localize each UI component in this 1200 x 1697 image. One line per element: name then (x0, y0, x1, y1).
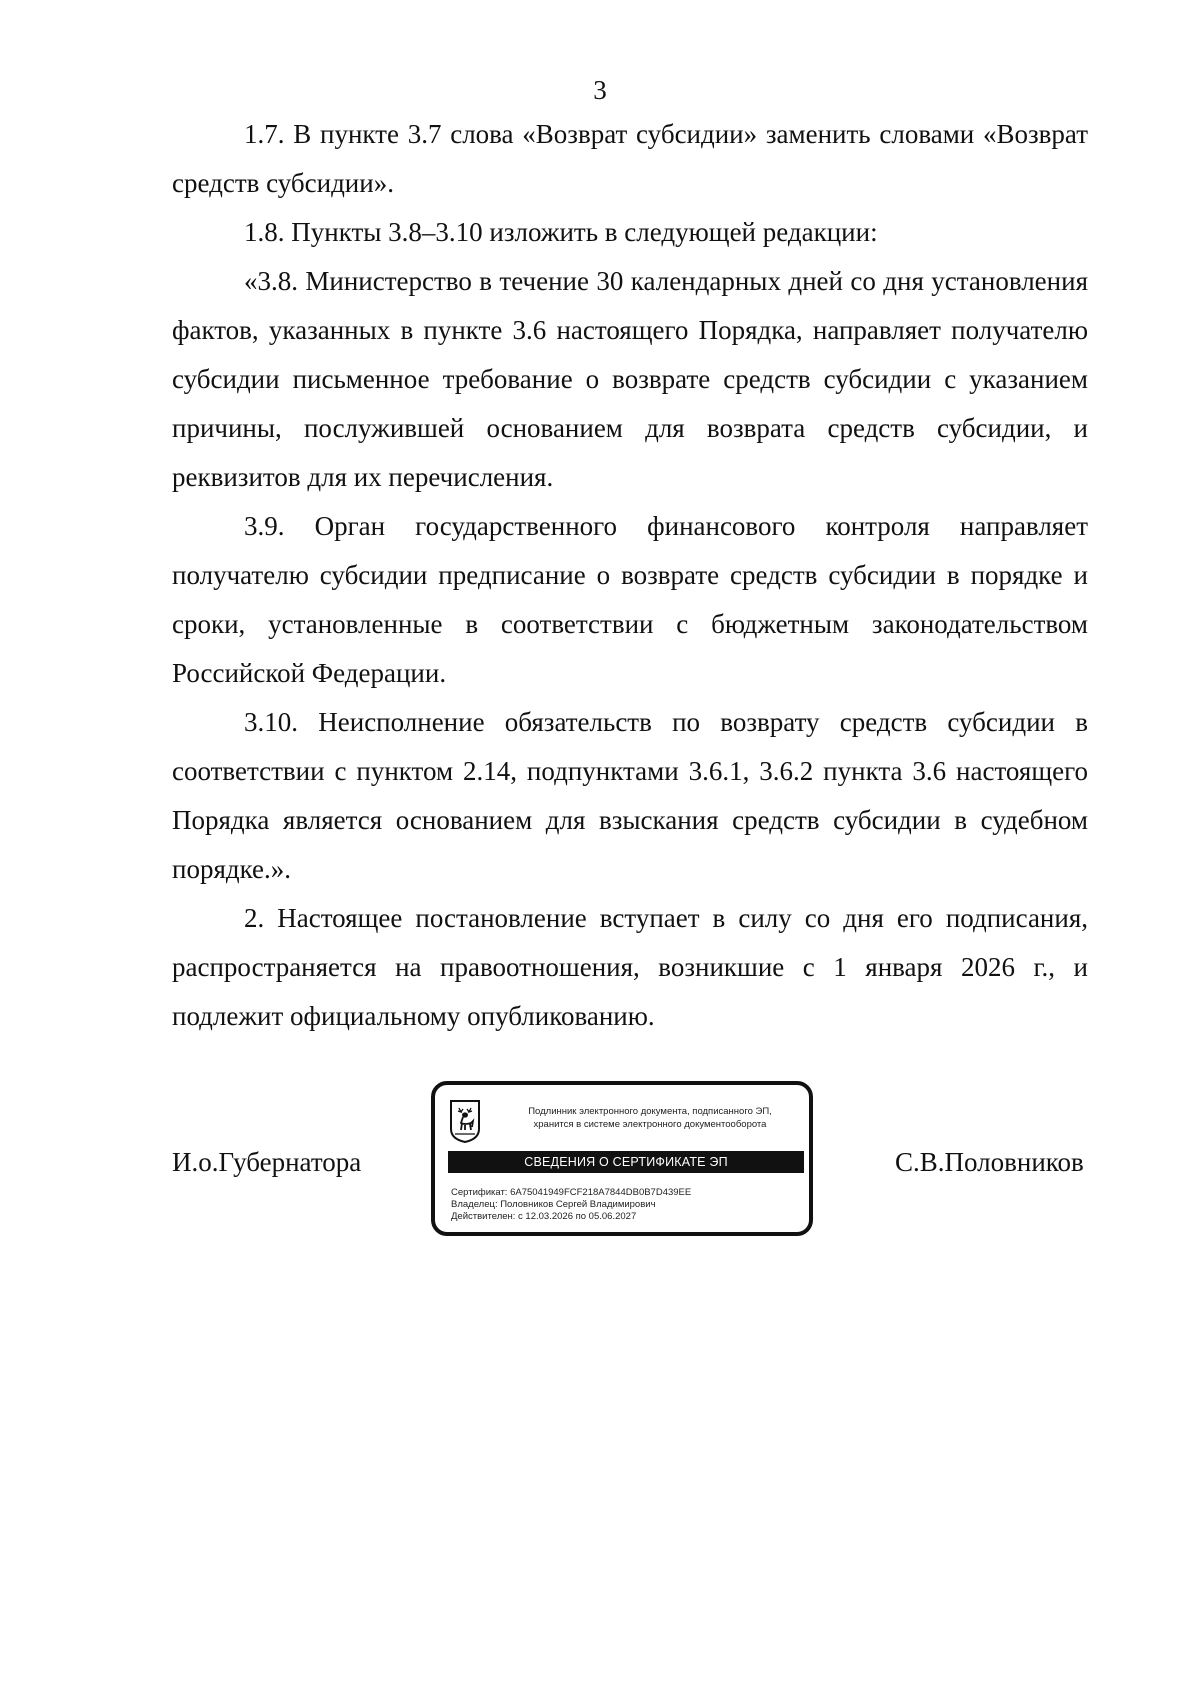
stamp-note-line-2: хранится в системе электронного документооборота (533, 1119, 767, 1130)
stamp-note-line-1: Подлинник электронного документа, подписанного ЭП, (528, 1106, 772, 1117)
electronic-signature-stamp (431, 1081, 813, 1236)
signer-position: И.о.Губернатора (172, 1147, 362, 1177)
paragraph-3-9: 3.9. Орган государственного финансового контроля направляет получателю субсидии предписание о возврате средств субсидии в порядке и сроки, установленные в соответствии с бюджетным законодательством Российской Федерации. (172, 511, 1088, 688)
page-number: 3 (593, 75, 607, 105)
deer-coat-of-arms-icon (449, 1099, 481, 1143)
stamp-header: СВЕДЕНИЯ О СЕРТИФИКАТЕ ЭП (448, 1151, 804, 1173)
paragraph-2: 2. Настоящее постановление вступает в силу со дня его подписания, распространяется на правоотношения, возникшие с 1 января 2026 г., и подлежит официальному опубликованию. (172, 903, 1088, 1031)
stamp-certificate-details (451, 1187, 691, 1223)
paragraph-1-7: 1.7. В пункте 3.7 слова «Возврат субсидии» заменить словами «Возврат средств субсидии». (172, 119, 1088, 198)
paragraph-3-10: 3.10. Неисполнение обязательств по возврату средств субсидии в соответствии с пунктом 2.14, подпунктами 3.6.1, 3.6.2 пункта 3.6 настоящего Порядка является основанием для взыскания средств субсидии в судебном порядке.». (172, 707, 1088, 884)
paragraph-3-8: «3.8. Министерство в течение 30 календарных дней со дня установления фактов, указанных в пункте 3.6 настоящего Порядка, направляет получателю субсидии письменное требование о возврате средств субсидии с указанием причины, послужившей основанием для возврата средств субсидии, и реквизитов для их перечисления. (172, 266, 1088, 492)
signer-name: С.В.Половников (895, 1147, 1084, 1177)
document-body (172, 110, 1088, 1041)
stamp-note (491, 1105, 809, 1131)
paragraph-1-8: 1.8. Пункты 3.8–3.10 изложить в следующей редакции: (244, 217, 878, 247)
stamp-owner: Владелец: Половников Сергей Владимирович (451, 1199, 656, 1210)
stamp-certificate-id: Сертификат: 6A75041949FCF218A7844DB0B7D439EE (451, 1187, 692, 1198)
stamp-validity: Действителен: с 12.03.2026 по 05.06.2027 (451, 1211, 637, 1222)
